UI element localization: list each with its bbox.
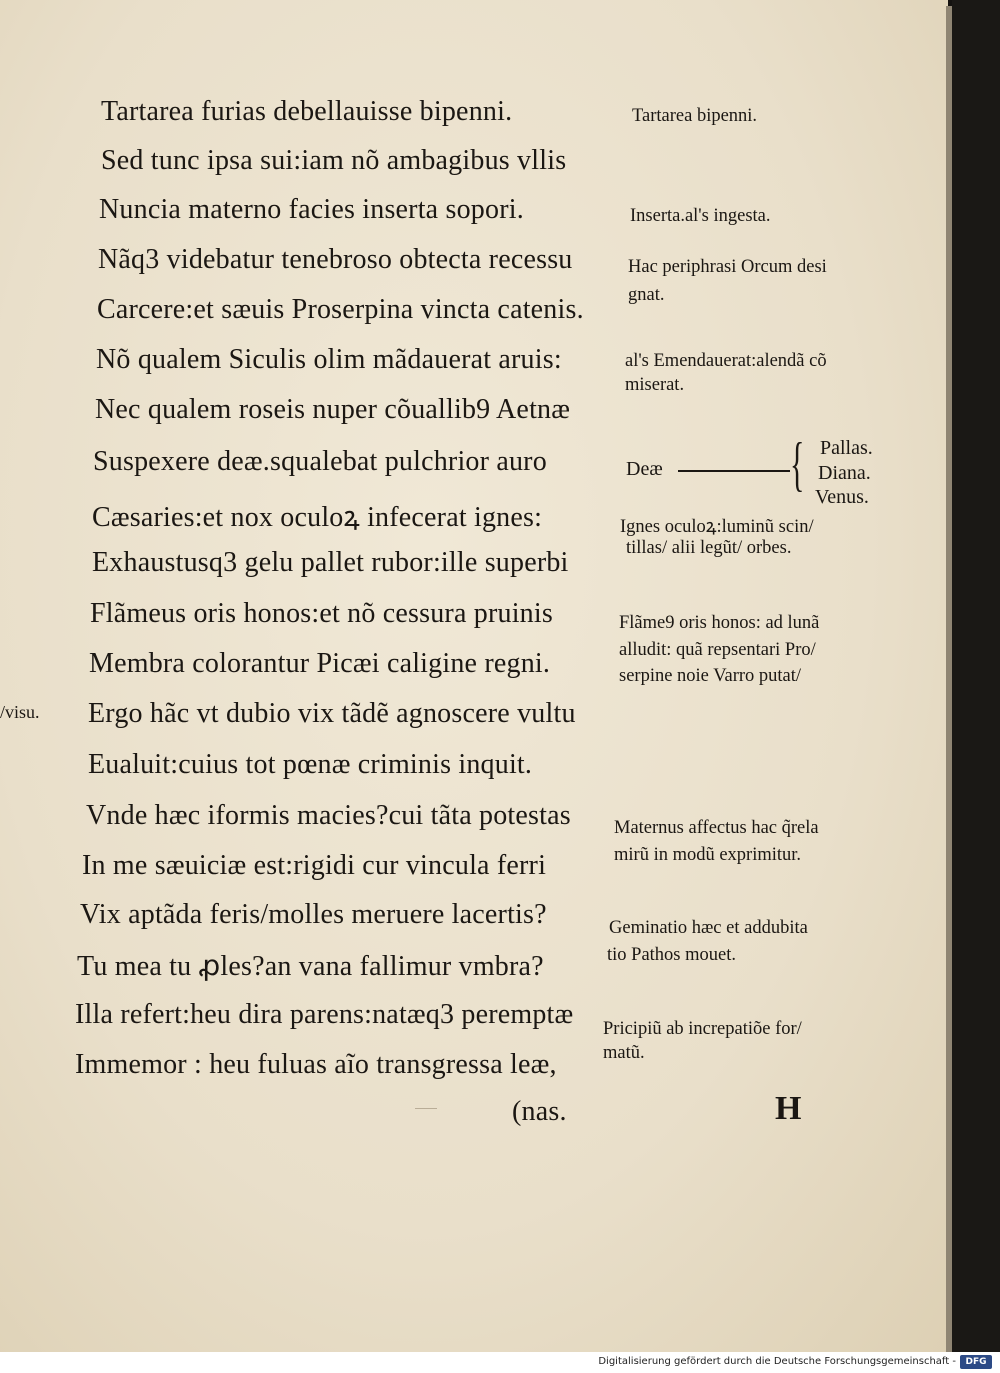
gloss-line: Ignes oculoꝝ:luminũ scin/ (620, 517, 814, 537)
gloss-line: Hac periphrasi Orcum desi (628, 257, 827, 277)
verse-line: Carcere:et sæuis Proserpina vincta catenis. (97, 294, 584, 325)
verse-line: Vix aptãda feris/molles meruere lacertis? (80, 899, 547, 930)
verse-line: In me sæuiciæ est:rigidi cur vincula ferri (82, 850, 547, 881)
verse-line: Nec qualem roseis nuper cõuallib9 Aetnæ (95, 394, 571, 425)
margin-fragment: /visu. (0, 702, 40, 722)
verse-line: Flãmeus oris honos:et nõ cessura pruinis (90, 598, 553, 629)
gloss-line: alludit: quã repsentari Pro/ (619, 640, 816, 660)
brace-item: Diana. (818, 462, 871, 484)
brace-label-deae: Deæ (626, 458, 663, 480)
verse-line: Tu mea tu ꝓles?an vana fallimur vmbra? (77, 951, 544, 982)
verse-line: Nõ qualem Siculis olim mãdauerat aruis: (96, 344, 562, 375)
gloss-line: miserat. (625, 375, 685, 395)
gloss-line: al's Emendauerat:alendã cõ (625, 351, 827, 371)
verse-line: Cæsaries:et nox oculoꝝ infecerat ignes: (92, 502, 543, 533)
verse-line: Eualuit:cuius tot pœnæ criminis inquit. (88, 749, 533, 780)
verse-line: Membra colorantur Picæi caligine regni. (89, 648, 551, 679)
brace-item: Pallas. (820, 437, 873, 459)
gloss-line: tio Pathos mouet. (607, 945, 736, 965)
verse-line: Illa refert:heu dira parens:natæq3 peremptæ (75, 999, 574, 1030)
gloss-line: mirũ in modũ exprimitur. (614, 845, 802, 865)
divider (415, 1108, 437, 1109)
gloss-line: tillas/ alii legũt/ orbes. (626, 538, 792, 558)
gloss-line: matũ. (603, 1043, 645, 1063)
gloss-line: Flãme9 oris honos: ad lunã (619, 613, 820, 633)
signature-mark: H (775, 1090, 802, 1127)
verse-line: Tartarea furias debellauisse bipenni. (101, 96, 513, 127)
verse-line: Nãq3 videbatur tenebroso obtecta recessu (98, 244, 573, 275)
verse-line: Exhaustusq3 gelu pallet rubor:ille superbi (92, 547, 569, 578)
verse-line: Nuncia materno facies inserta sopori. (99, 194, 524, 225)
verse-line: Vnde hæc iformis macies?cui tãta potestas (86, 800, 571, 831)
verse-continuation: (nas. (512, 1096, 567, 1127)
gloss-line: gnat. (628, 285, 665, 305)
verse-line: Sed tunc ipsa sui:iam nõ ambagibus vllis (101, 145, 567, 176)
verse-line: Ergo hãc vt dubio vix tãdẽ agnoscere vultu (88, 698, 576, 729)
gloss-line: Inserta.al's ingesta. (630, 206, 771, 226)
verse-line: Suspexere deæ.squalebat pulchrior auro (93, 446, 547, 477)
verse-line: Immemor : heu fuluas aĩo transgressa leæ, (75, 1049, 557, 1080)
gloss-line: Geminatio hæc et addubita (609, 918, 808, 938)
curly-brace-icon: { (790, 431, 805, 497)
gloss-line: Pricipiũ ab increpatiõe for/ (603, 1019, 802, 1039)
brace-connector (678, 470, 790, 472)
brace-item: Venus. (815, 486, 869, 508)
funding-credit: Digitalisierung gefördert durch die Deutsche Forschungsgemeinschaft - (598, 1356, 956, 1367)
scan-background (952, 0, 1000, 1352)
dfg-logo: DFG (960, 1355, 992, 1369)
gloss-line: serpine noie Varro putat/ (619, 666, 802, 686)
gloss-line: Tartarea bipenni. (632, 106, 758, 126)
gloss-line: Maternus affectus hac q̃rela (614, 818, 819, 838)
